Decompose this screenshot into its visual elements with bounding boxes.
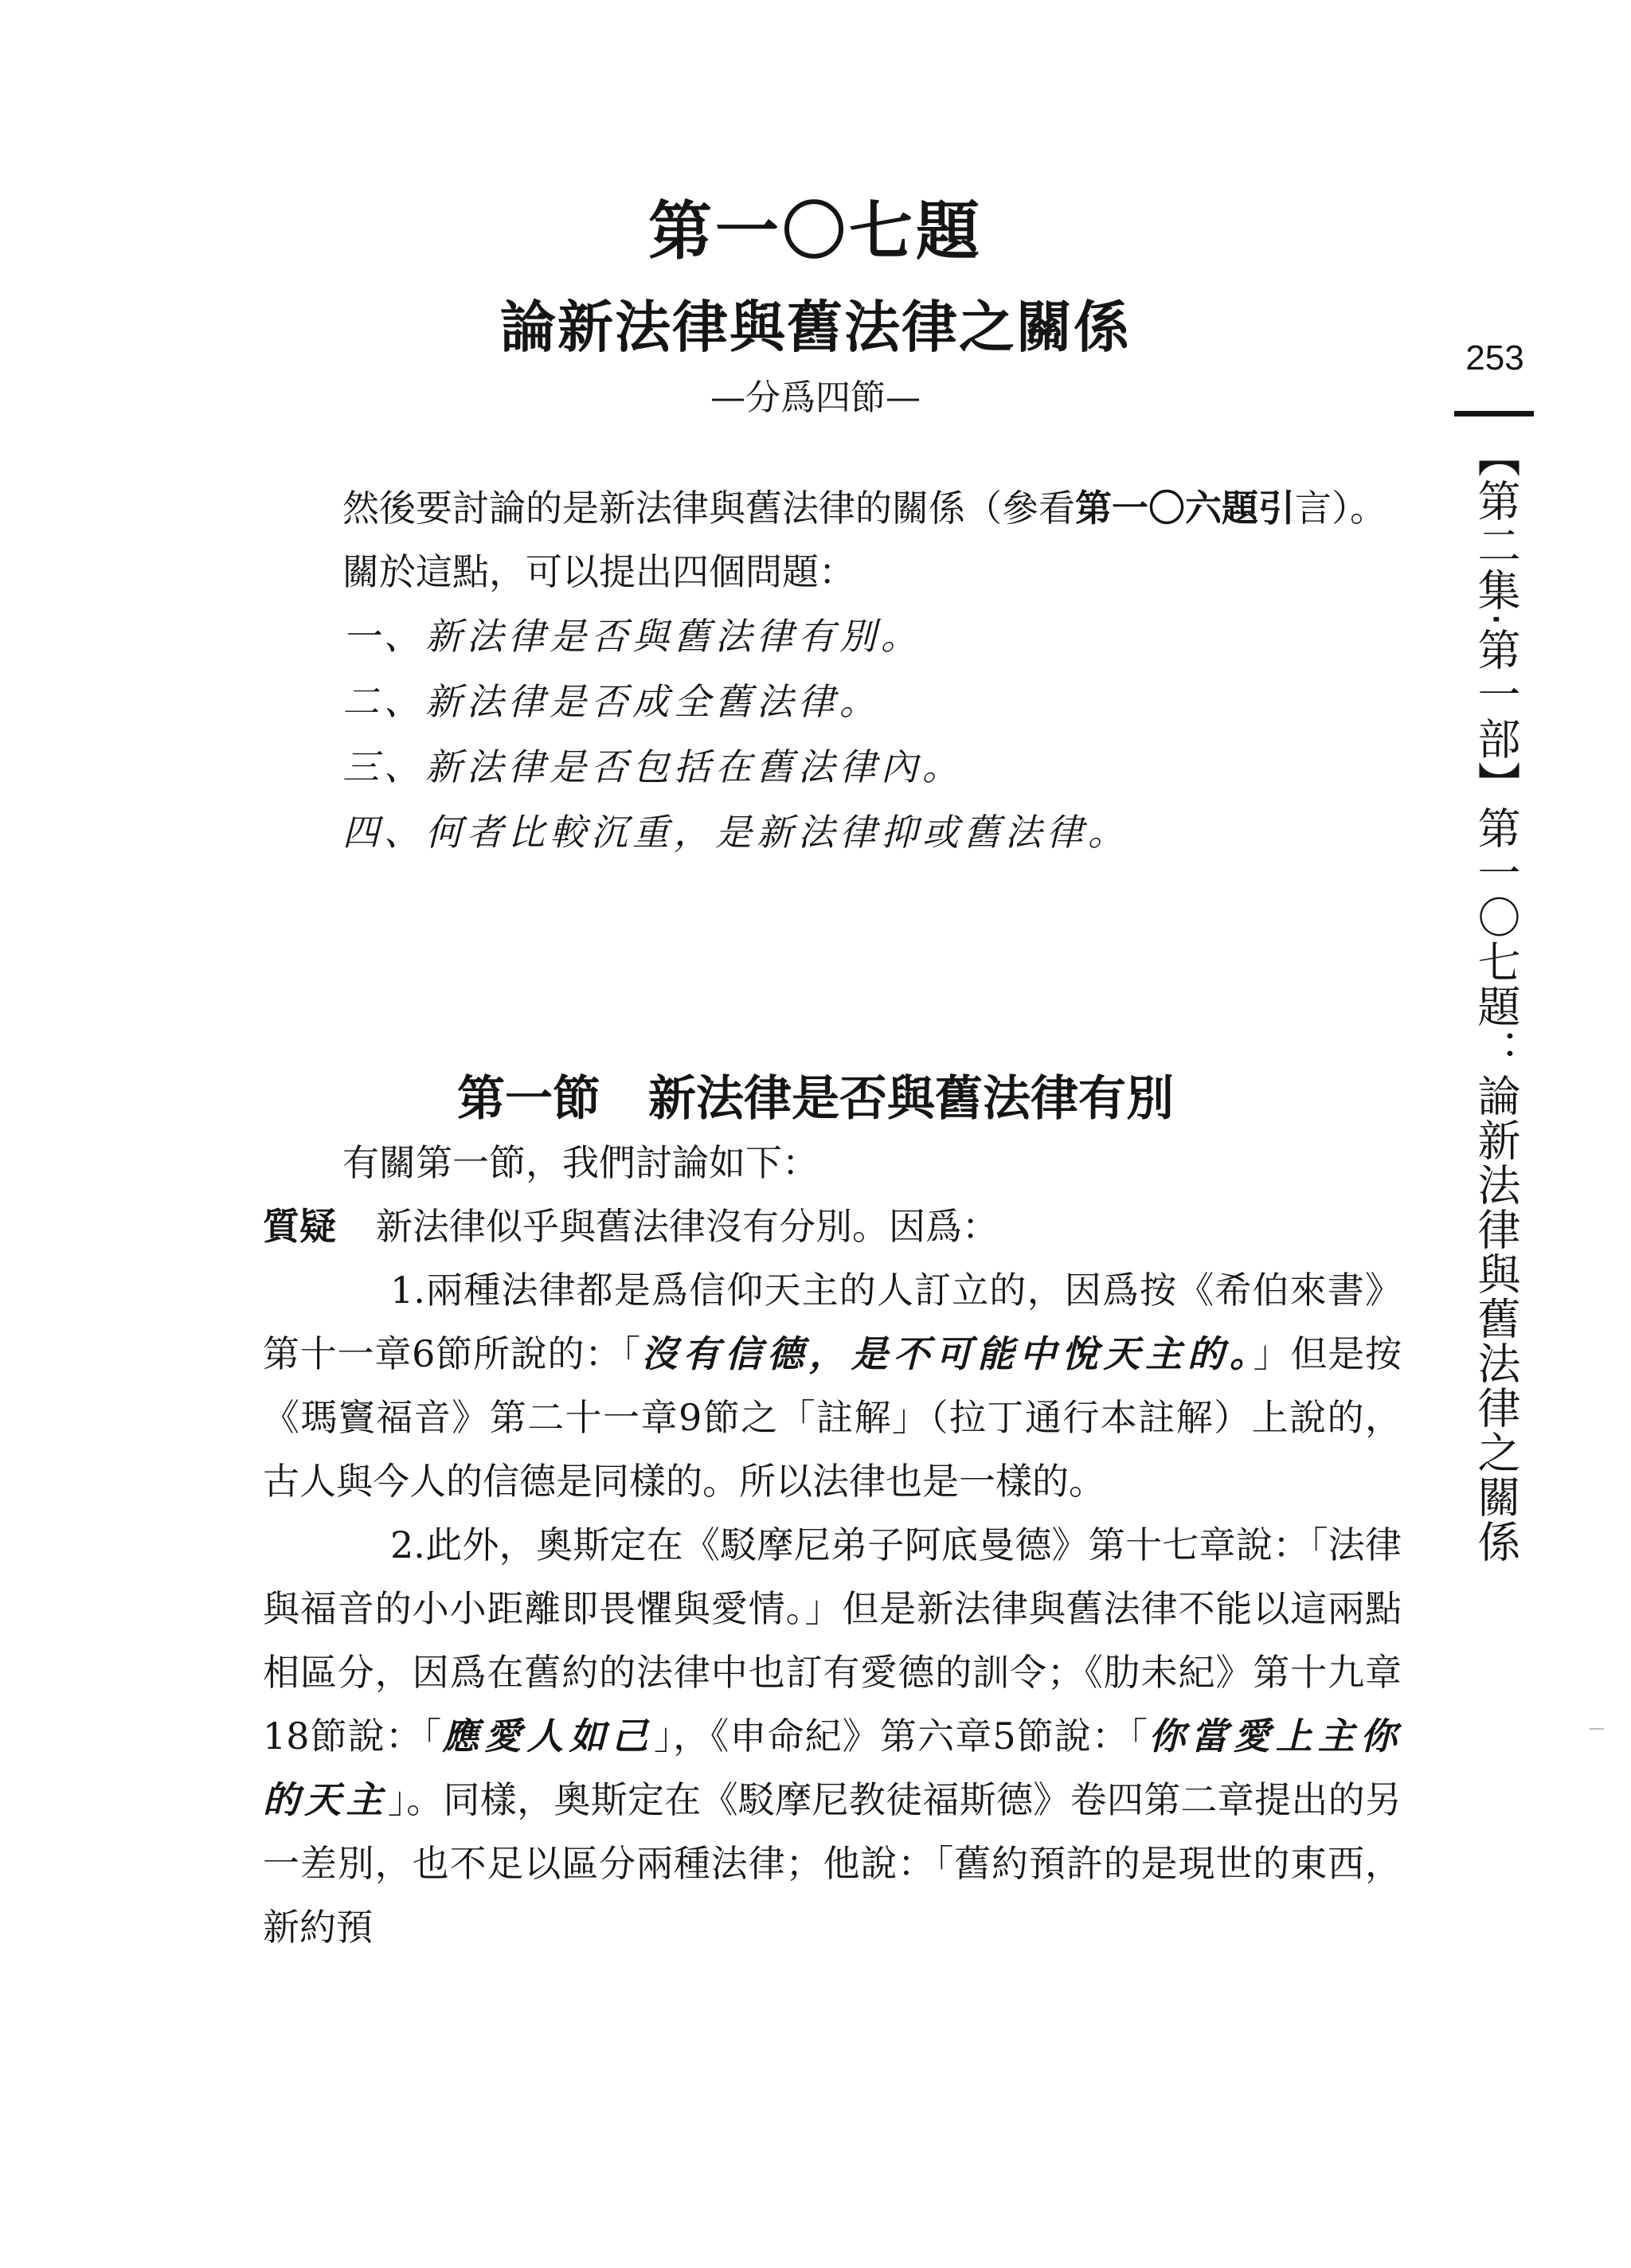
- intro-block: [263, 476, 1402, 865]
- section-body: [263, 1131, 1402, 1959]
- point-2-text-c: 」。同樣，奧斯定在《駁摩尼教徒福斯德》卷四第二章提出的另一差別，也不足以區分兩種法律；他說：「舊約預許的是現世的東西，新約預: [263, 1778, 1402, 1949]
- section-lead: 有關第一節，我們討論如下：: [342, 1141, 819, 1184]
- question-item-4: 四、何者比較沉重，是新法律抑或舊法律。: [342, 811, 1129, 854]
- intro-paragraph: [263, 476, 1402, 540]
- intro-text-b: 言）。: [1295, 487, 1387, 530]
- intro-questions-lead: 關於這點，可以提出四個問題：: [342, 550, 855, 593]
- page-number: 253: [1465, 338, 1524, 377]
- point-2-paragraph: [263, 1513, 1402, 1959]
- point-2-text-b: 」，《申命紀》第六章5節說：「: [653, 1715, 1149, 1758]
- point-1-text-a: 1.兩種法律都是爲信仰天主的人訂立的，因爲按《希伯來書》第十一章6節所說的：「: [263, 1269, 1402, 1375]
- running-head: 【第二集·第一部】第一〇七題：論新法律與舊法律之關係: [1471, 434, 1521, 1565]
- topic-subtitle: —分爲四節—: [710, 377, 921, 418]
- point-1-paragraph: [263, 1258, 1402, 1513]
- objection-label: 質疑: [263, 1205, 336, 1248]
- objection-text: 新法律似乎與舊法律沒有分別。因爲：: [376, 1205, 999, 1248]
- point-2-quote-2: 你當愛上主你的天主: [263, 1715, 1402, 1821]
- topic-title: 論新法律與舊法律之關係: [500, 295, 1131, 360]
- topic-number: 第一〇七題: [648, 194, 983, 268]
- point-2-quote-1: 應愛人如己: [442, 1715, 654, 1758]
- objection-paragraph: [263, 1195, 1402, 1258]
- question-item-2: 二、新法律是否成全舊法律。: [342, 680, 881, 723]
- intro-reference: 第一〇六題引: [1075, 487, 1295, 530]
- intro-text-a: 然後要討論的是新法律與舊法律的關係（參看: [342, 487, 1075, 530]
- scan-edge-mark: [1590, 1728, 1604, 1730]
- page-number-rule: [1454, 411, 1534, 416]
- point-1-text-b: 」但是按《瑪竇福音》第二十一章9節之「註解」（拉丁通行本註解）上說的，古人與今人的信德是同樣的。所以法律也是一樣的。: [263, 1332, 1402, 1503]
- question-item-1: 一、新法律是否與舊法律有別。: [342, 615, 922, 658]
- section-title: 第一節 新法律是否與舊法律有別: [457, 1071, 1174, 1127]
- question-item-3: 三、新法律是否包括在舊法律內。: [342, 745, 964, 788]
- point-1-quote: 沒有信德，是不可能中悅天主的。: [640, 1332, 1254, 1375]
- point-2-text-a: 2.此外，奧斯定在《駁摩尼弟子阿底曼德》第十七章說：「法律與福音的小小距離即畏懼與愛情。」但是新法律與舊法律不能以這兩點相區分，因爲在舊約的法律中也訂有愛德的訓令；《肋未紀》第十九章18節說：「: [263, 1523, 1402, 1758]
